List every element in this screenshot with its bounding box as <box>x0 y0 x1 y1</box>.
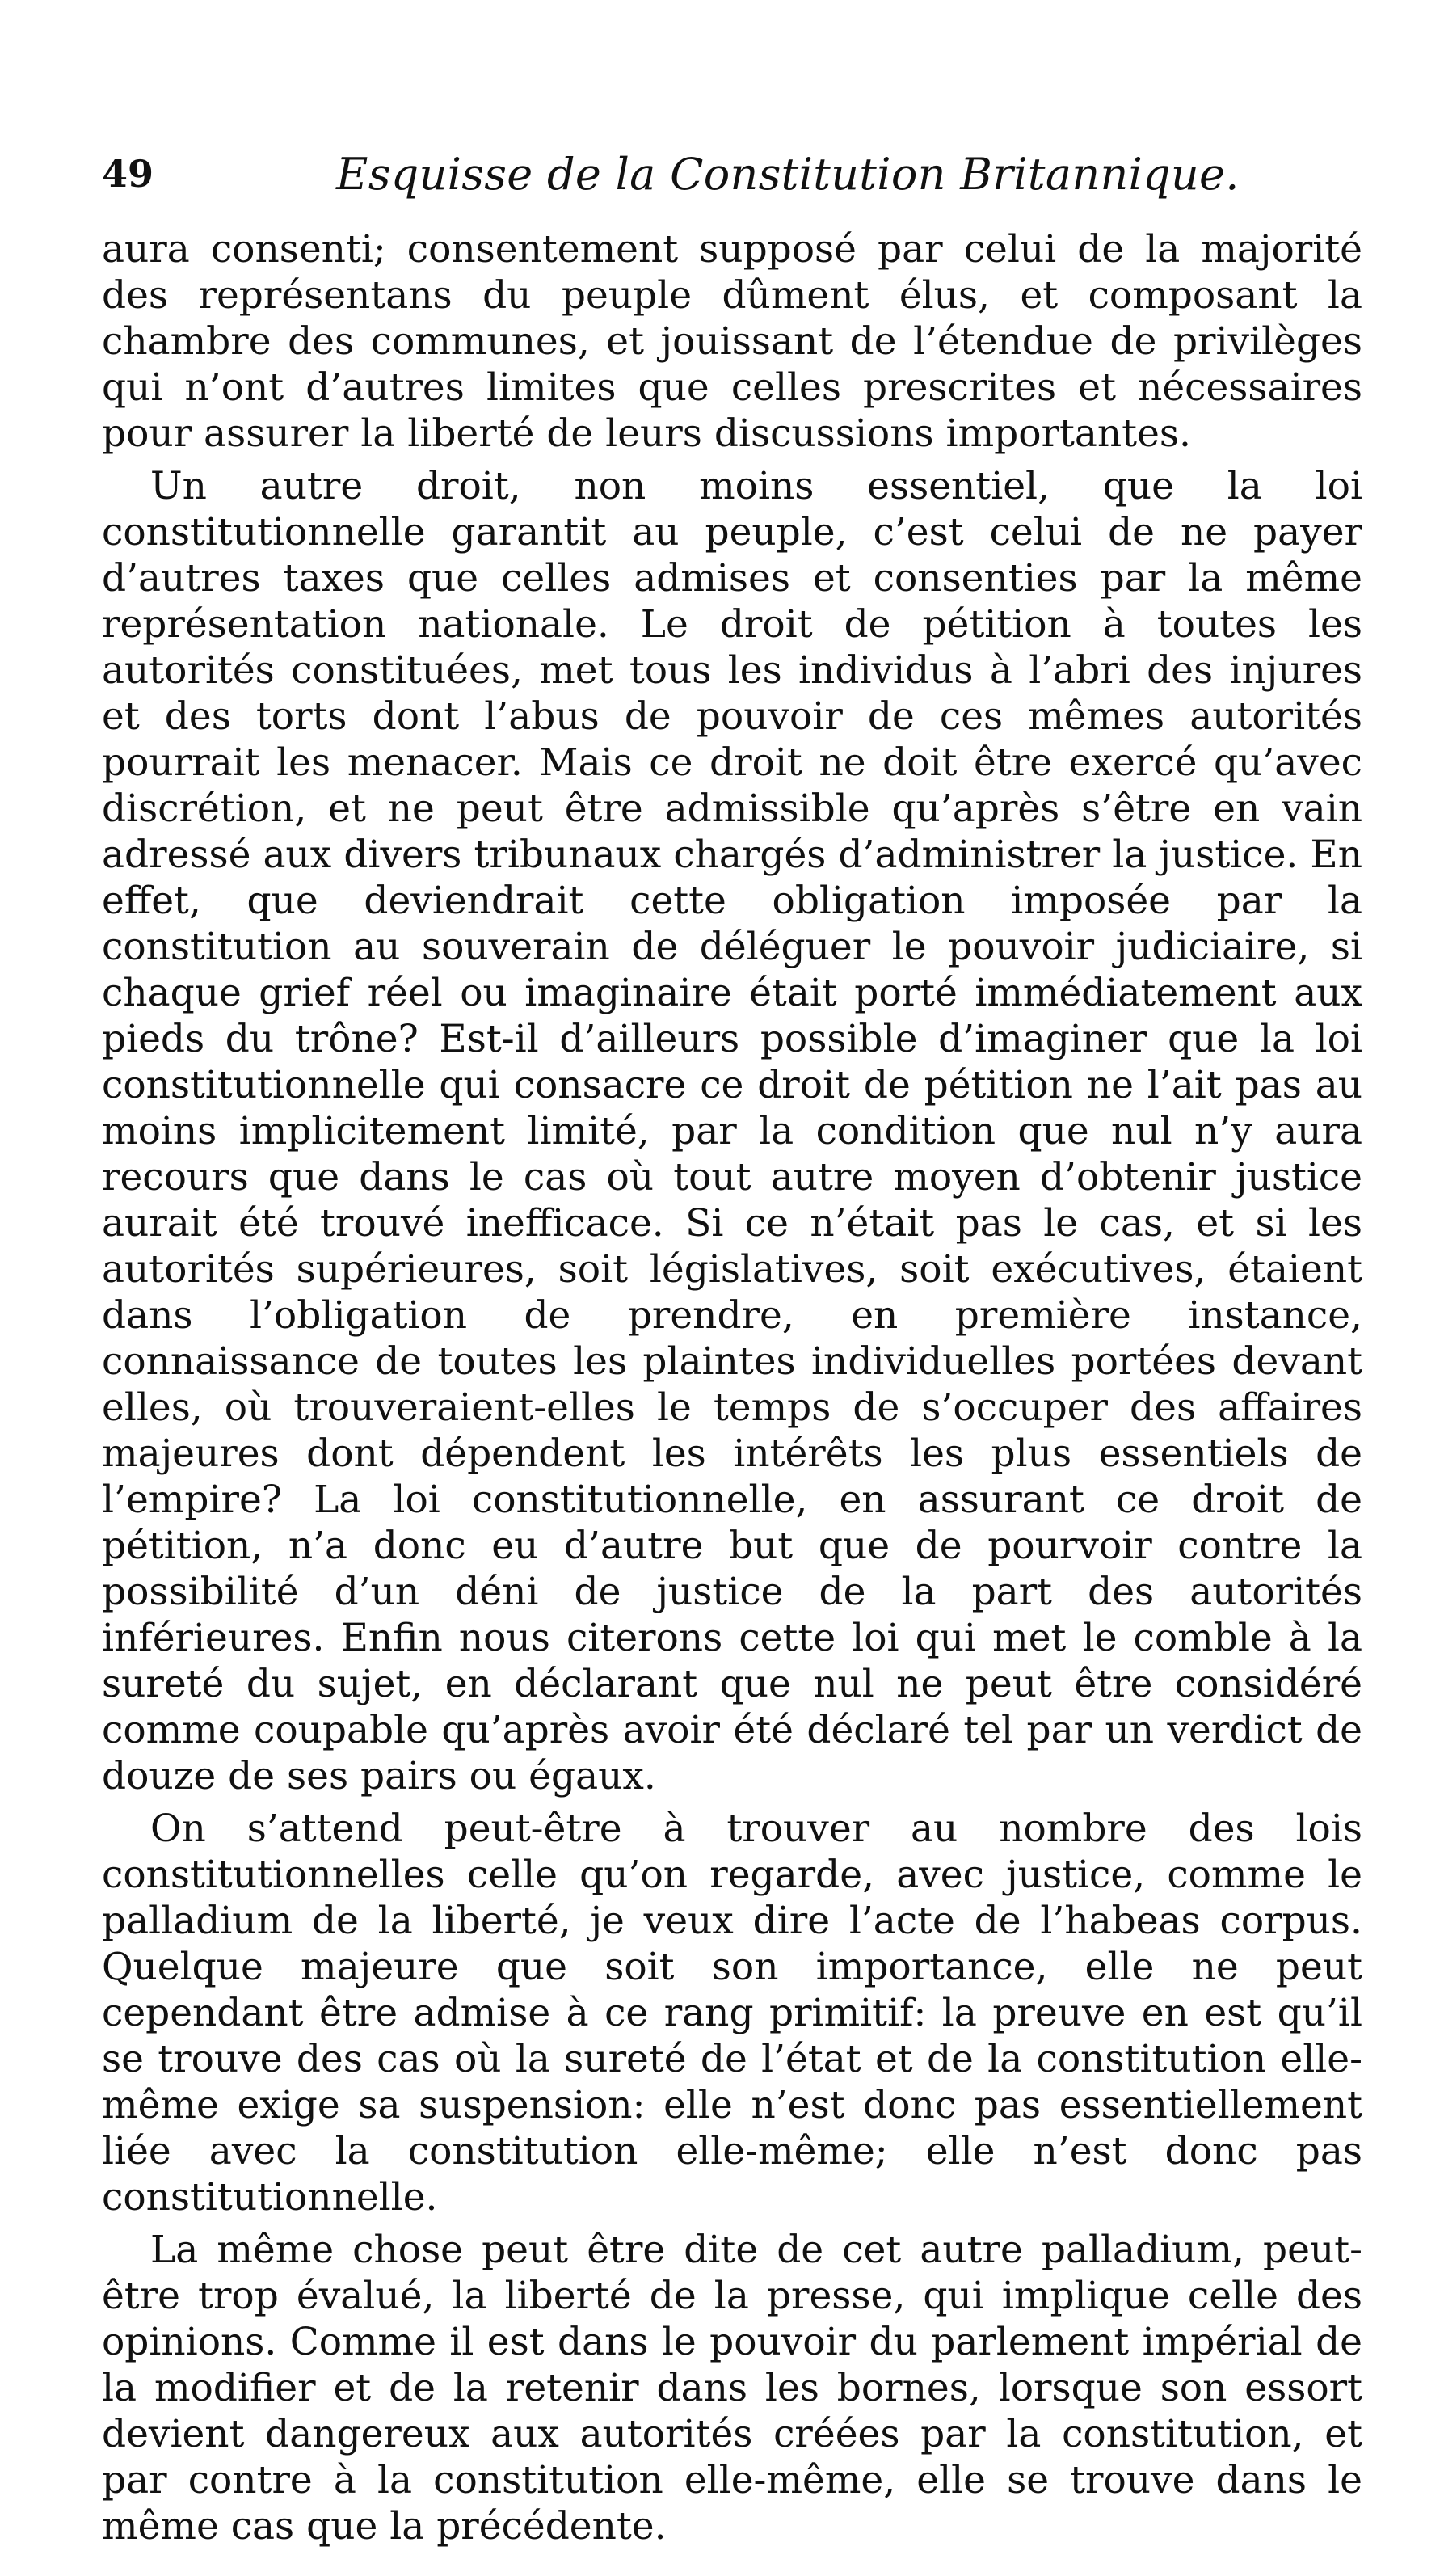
paragraph-3: On s’attend peut-être à trouver au nombre des lois constitutionnelles celle qu’on regarde, avec justice, comme le palladium de la liberté, je veux dire l’acte de l’habeas corpus. Quelque majeure que soit son importance, elle ne peut cependant être admise à ce rang primitif: la preuve en est qu’il se trouve des cas où la sureté de l’état et de la constitution elle-même exige sa suspension: elle n’est donc pas essentiellement liée avec la constitution elle-même; elle n’est donc pas constitutionnelle. <box>102 1807 1362 2220</box>
page-header <box>102 137 1362 226</box>
page-number: 49 <box>102 152 154 196</box>
body-text <box>102 226 1362 2549</box>
running-title: Esquisse de la Constitution Britannique. <box>336 149 1240 200</box>
paragraph-2: Un autre droit, non moins essentiel, que la loi constitutionnelle garantit au peuple, c’est celui de ne payer d’autres taxes que celles admises et consenties par la même représentation nationale. Le droit de pétition à toutes les autorités constituées, met tous les individus à l’abri des injures et des torts dont l’abus de pouvoir de ces mêmes autorités pourrait les menacer. Mais ce droit ne doit être exercé qu’avec discrétion, et ne peut être admissible qu’après s’être en vain adressé aux divers tribunaux chargés d’administrer la justice. En effet, que deviendrait cette obligation imposée par la constitution au souverain de déléguer le pouvoir judiciaire, si chaque grief réel ou imaginaire était porté immédiatement aux pieds du trône? Est-il d’ailleurs possible d’imaginer que la loi constitutionnelle qui consacre ce droit de pétition ne l’ait pas au moins implicitement limité, par la condition que nul n’y aura recours que dans le cas où tout autre moyen d’obtenir justice aurait été trouvé inefficace. Si ce n’était pas le cas, et si les autorités supérieures, soit législatives, soit exécutives, étaient dans l’obligation de prendre, en première instance, connaissance de toutes les plaintes individuelles portées devant elles, où trouveraient-elles le temps de s’occuper des affaires majeures dont dépendent les intérêts les plus essentiels de l’empire? La loi constitutionnelle, en assurant ce droit de pétition, n’a donc eu d’autre but que de pourvoir contre la possibilité d’un déni de justice de la part des autorités inférieures. Enfin nous citerons cette loi qui met le comble à la sureté du sujet, en déclarant que nul ne peut être considéré comme coupable qu’après avoir été déclaré tel par un verdict de douze de ses pairs ou égaux. <box>102 464 1362 1798</box>
paragraph-1: aura consenti; consentement supposé par celui de la majorité des représentans du peuple dûment élus, et composant la chambre des communes, et jouissant de l’étendue de privilèges qui n’ont d’autres limites que celles prescrites et nécessaires pour assurer la liberté de leurs discussions importantes. <box>102 227 1362 456</box>
paragraph-4: La même chose peut être dite de cet autre palladium, peut-être trop évalué, la liberté de la presse, qui implique celle des opinions. Comme il est dans le pouvoir du parlement impérial de la modifier et de la retenir dans les bornes, lorsque son essort devient dangereux aux autorités créées par la constitution, et par contre à la constitution elle-même, elle se trouve dans le même cas que la précédente. <box>102 2228 1362 2549</box>
book-page <box>102 137 1362 2556</box>
